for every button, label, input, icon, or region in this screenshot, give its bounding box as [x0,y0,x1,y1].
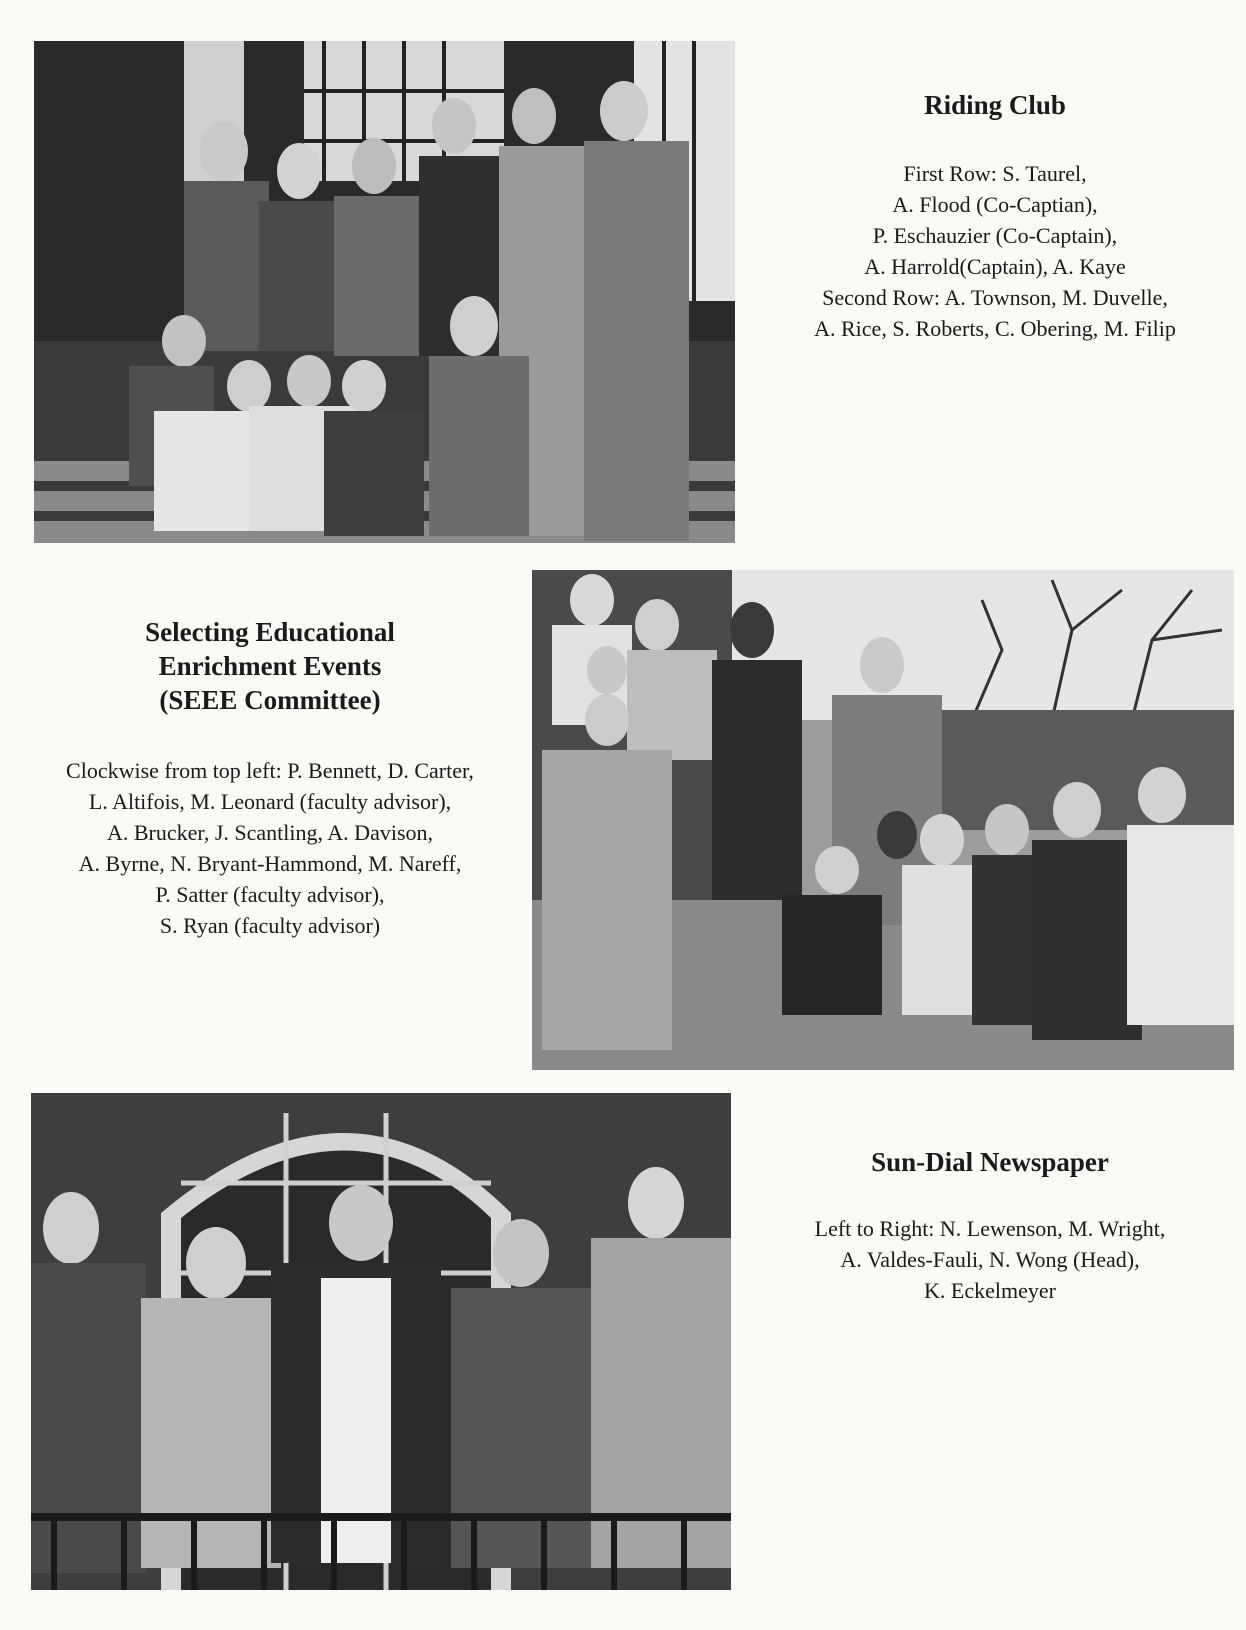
caption-line: Clockwise from top left: P. Bennett, D. Carter, [66,758,474,783]
caption-line: Second Row: A. Townson, M. Duvelle, [822,285,1168,310]
seee-committee-photo [532,570,1234,1070]
caption-line: S. Ryan (faculty advisor) [159,913,381,938]
sun-dial-newspaper-title: Sun-Dial Newspaper [871,1147,1109,1177]
caption-line: P. Eschauzier (Co-Captain), [872,223,1118,248]
title-line: Selecting Educational [145,617,395,647]
caption-line: A. Valdes-Fauli, N. Wong (Head), [840,1247,1140,1272]
caption-line: K. Eckelmeyer [924,1278,1056,1303]
caption-line: A. Harrold(Captain), A. Kaye [864,254,1126,279]
caption-line: A. Flood (Co-Captian), [892,192,1098,217]
caption-line: P. Satter (faculty advisor), [155,882,385,907]
seee-committee-caption [20,615,520,941]
riding-club-caption [770,88,1220,344]
sun-dial-newspaper-caption [760,1145,1220,1306]
riding-club-names [770,158,1220,344]
caption-line: A. Brucker, J. Scantling, A. Davison, [106,820,434,845]
seee-committee-photo-image [532,570,1234,1070]
riding-club-photo-image [34,41,735,543]
seee-committee-names [20,755,520,941]
seee-committee-title [20,615,520,717]
sun-dial-newspaper-photo-image [31,1093,731,1590]
sun-dial-newspaper-photo [31,1093,731,1590]
title-line: Enrichment Events [158,651,382,681]
title-line: (SEEE Committee) [159,685,381,715]
caption-line: A. Rice, S. Roberts, C. Obering, M. Filip [814,316,1176,341]
caption-line: A. Byrne, N. Bryant-Hammond, M. Nareff, [78,851,462,876]
riding-club-title: Riding Club [924,90,1066,120]
caption-line: Left to Right: N. Lewenson, M. Wright, [814,1216,1166,1241]
caption-line: First Row: S. Taurel, [903,161,1087,186]
riding-club-photo [34,41,735,543]
sun-dial-newspaper-names [760,1213,1220,1306]
caption-line: L. Altifois, M. Leonard (faculty advisor), [88,789,452,814]
